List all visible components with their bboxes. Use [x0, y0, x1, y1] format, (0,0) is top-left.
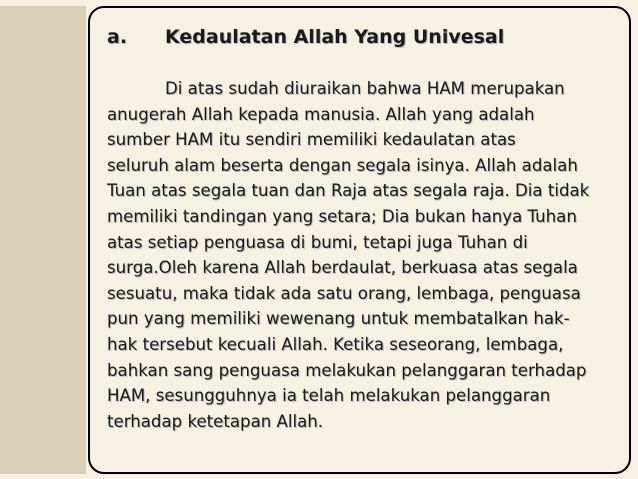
paragraph-line: surga.Oleh karena Allah berdaulat, berkuasa atas segala: [107, 258, 578, 278]
paragraph-line: Tuan atas segala tuan dan Raja atas segala raja. Dia tidak: [107, 181, 590, 201]
left-decorative-bar: [0, 6, 86, 474]
slide-content: [107, 24, 627, 434]
paragraph-line: pun yang memiliki wewenang untuk membatalkan hak-: [107, 309, 570, 329]
paragraph: [107, 76, 627, 434]
paragraph-line: memiliki tandingan yang setara; Dia bukan hanya Tuhan: [107, 206, 577, 226]
paragraph-line: terhadap ketetapan Allah.: [107, 411, 324, 431]
section-heading: [107, 24, 627, 50]
section-title: Kedaulatan Allah Yang Univesal: [165, 26, 505, 48]
paragraph-line: anugerah Allah kepada manusia. Allah yang adalah: [107, 104, 535, 124]
paragraph-line: sumber HAM itu sendiri memiliki kedaulatan atas: [107, 130, 516, 150]
paragraph-line: hak tersebut kecuali Allah. Ketika seseorang, lembaga,: [107, 334, 564, 354]
paragraph-line: sesuatu, maka tidak ada satu orang, lembaga, penguasa: [107, 283, 581, 303]
paragraph-line: HAM, sesungguhnya ia telah melakukan pelanggaran: [107, 386, 551, 406]
paragraph-line: atas setiap penguasa di bumi, tetapi juga Tuhan di: [107, 232, 528, 252]
paragraph-line: seluruh alam beserta dengan segala isinya. Allah adalah: [107, 155, 578, 175]
section-number: a.: [107, 26, 128, 48]
paragraph-line: Di atas sudah diuraikan bahwa HAM merupakan: [165, 79, 565, 98]
paragraph-line: bahkan sang penguasa melakukan pelanggaran terhadap: [107, 360, 587, 380]
